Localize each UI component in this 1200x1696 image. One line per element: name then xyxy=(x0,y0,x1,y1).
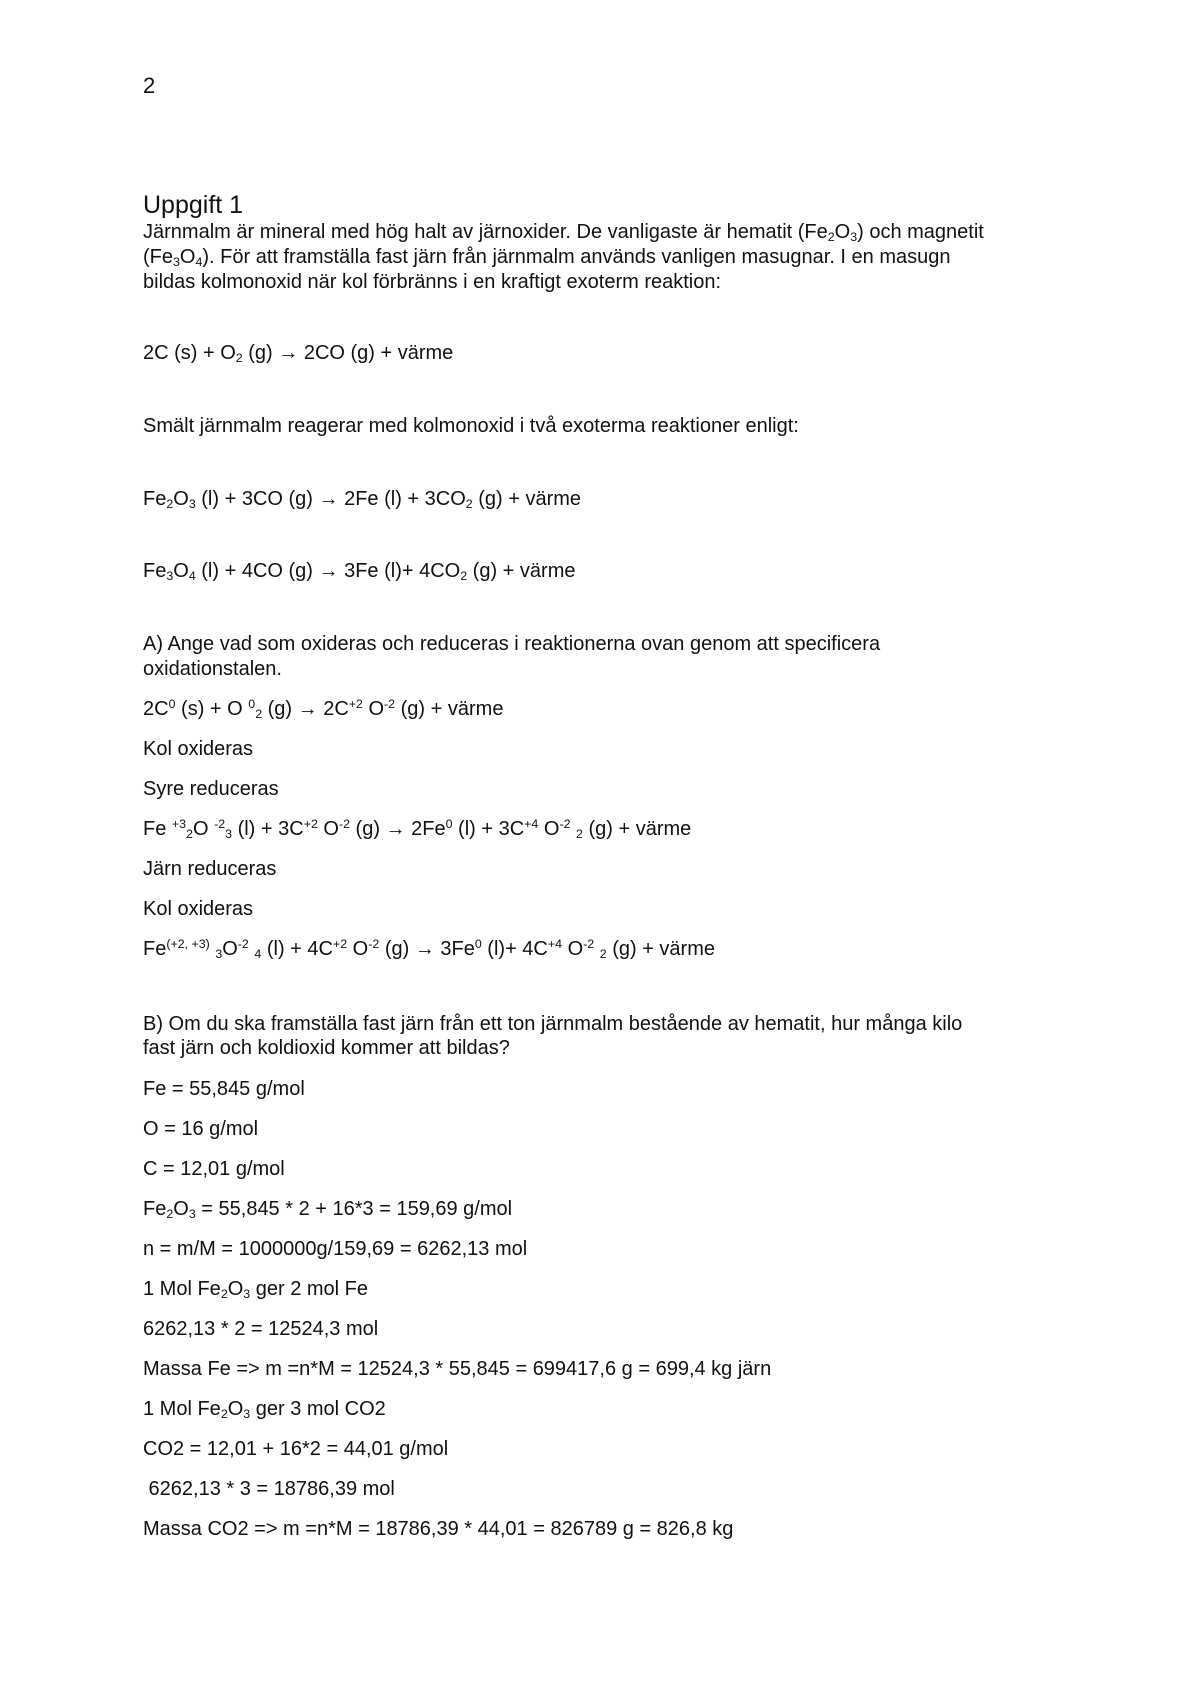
page-title: Uppgift 1 xyxy=(143,191,244,219)
ratio-co2: 1 Mol $Fe_2O_3$ ger 3 mol CO2 xyxy=(143,1398,386,1422)
page-number: 2 xyxy=(143,73,156,98)
smelt-text: Smält järnmalm reagerar med kolmonoxid i två exoterma reaktioner enligt: xyxy=(143,415,799,437)
intro-line-2: $(Fe_3O_4)$. För att framställa fast järn från järnmalm används vanligen masugnar. I en masugn xyxy=(143,246,951,270)
mol-co2: 6262,13 * 3 = 18786,39 mol xyxy=(143,1478,395,1500)
fe2o3-molar-mass: $Fe_2O_3 = 55,845 * 2 + 16*3 = 159,69$ g/mol xyxy=(143,1198,513,1222)
part-a-question-line-2: oxidationstalen. xyxy=(143,658,282,680)
intro-line-3: bildas kolmonoxid när kol förbränns i en kraftigt exoterm reaktion: xyxy=(143,271,722,293)
part-a-answer-2b: Kol oxideras xyxy=(143,898,254,920)
part-a-equation-2: Fe $^{+3}_2$O $^{-2}_3$ $(l) + 3C^{+2}$ $O^{-2}$ $(g) \to 2Fe^0$ $(l) + 3C^{+4}$ $O^{-2}$ $_2$ (g) + värme xyxy=(143,817,692,842)
equation-combustion: 2C $(s) + O_2$ (g) → 2CO (g) + värme xyxy=(143,342,454,366)
fe-molar-mass: Fe = 55,845 g/mol xyxy=(143,1078,305,1100)
part-a-equation-3: $Fe^{(+2, +3)}$ $_3O^{-2}$ $_4$ $(l) + 4C^{+2}$ $O^{-2}$ $(g) \to 3Fe^0$ $(l)+ 4C^{+4}$ $O^{-2}$ $_2$ (g) + värme xyxy=(143,937,715,962)
mol-fe: 6262,13 * 2 = 12524,3 mol xyxy=(143,1318,379,1340)
n-calculation: n = m/M = 1000000g/159,69 = 6262,13 mol xyxy=(143,1238,528,1260)
mass-fe: Massa Fe => m =n*M = 12524,3 * 55,845 = 699417,6 g = 699,4 kg järn xyxy=(143,1358,772,1380)
part-a-equation-1: $2C^0$ (s) + O $^0_2$ $(g) \to 2C^{+2}$ $O^{-2}$ (g) + värme xyxy=(143,697,504,722)
co2-molar-mass: CO2 = 12,01 + 16*2 = 44,01 g/mol xyxy=(143,1438,449,1460)
part-a-answer-2a: Järn reduceras xyxy=(143,858,277,880)
equation-magnetite: $Fe_3O_4$ (l) + 4CO (g) → 3Fe $(l)+ 4CO_2$ (g) + värme xyxy=(143,560,576,584)
equation-hematite: $Fe_2O_3$ (l) + 3CO (g) → 2Fe $(l) + 3CO_2$ (g) + värme xyxy=(143,488,582,512)
intro-line-1: Järnmalm är mineral med hög halt av järnoxider. De vanligaste är hematit $(Fe_2O_3)$ och magnetit xyxy=(143,221,984,245)
part-b-question-line-2: fast järn och koldioxid kommer att bildas? xyxy=(143,1037,510,1059)
part-a-answer-1b: Syre reduceras xyxy=(143,778,279,800)
part-b-question-line-1: B) Om du ska framställa fast järn från ett ton järnmalm bestående av hematit, hur många kilo xyxy=(143,1013,963,1035)
part-a-answer-1a: Kol oxideras xyxy=(143,738,254,760)
part-a-question-line-1: A) Ange vad som oxideras och reduceras i reaktionerna ovan genom att specificera xyxy=(143,633,881,655)
c-molar-mass: C = 12,01 g/mol xyxy=(143,1158,285,1180)
mass-co2: Massa CO2 => m =n*M = 18786,39 * 44,01 = 826789 g = 826,8 kg xyxy=(143,1518,734,1540)
o-molar-mass: O = 16 g/mol xyxy=(143,1118,259,1140)
ratio-fe: 1 Mol $Fe_2O_3$ ger 2 mol Fe xyxy=(143,1278,369,1302)
